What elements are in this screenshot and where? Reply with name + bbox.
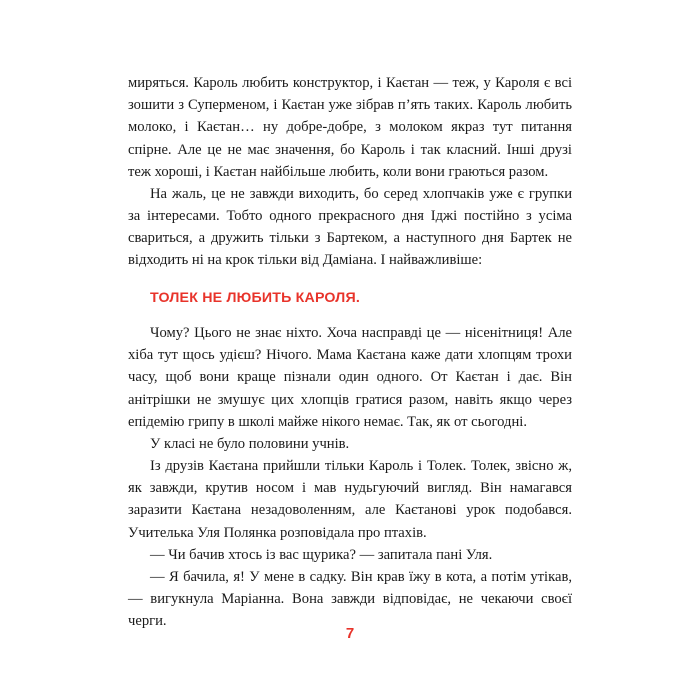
- paragraph-dialogue: — Чи бачив хтось із вас щурика? — запитала пані Уля.: [150, 546, 493, 563]
- paragraph: Із друзів Каєтана прийшли тільки Кароль і Толек. Толек, звісно ж, як завжди, крутив носом і мав нудьгуючий вигляд. Він намагався заразити Каєтана незадоволенням, але Каєтанові урок подобався. Учителька Уля Полянка розповідала про птахів.: [128, 458, 572, 541]
- page-number: 7: [345, 625, 355, 642]
- text-column: [128, 72, 572, 632]
- paragraph: миряться. Кароль любить конструктор, і Каєтан — теж, у Кароля є всі зошити з Суперменом, і Каєтан уже зібрав п’ять таких. Кароль любить молоко, і Каєтан… ну добре-добре, з молоком якраз тут питання спірне. Але це не має значення, бо Кароль і так класний. Інші друзі теж хороші, і Каєтан найбільше любить, коли вони граються разом.: [128, 75, 572, 180]
- paragraph: Чому? Цього не знає ніхто. Хоча насправді це — нісенітниця! Але хіба тут щось удієш? Нічого. Мама Каєтана каже дати хлопцям трохи часу, щоб вони краще пізнали один одного. От Каєтан і дає. Він анітрішки не змушує цих хлопців гратися разом, навіть якщо через епідемію грипу в школі майже нікого немає. Так, як от сьогодні.: [128, 325, 572, 430]
- paragraph: На жаль, це не завжди виходить, бо серед хлопчаків уже є групки за інтересами. Тобто одного прекрасного дня Іджі постійно з усіма свариться, а дружить тільки з Бартеком, а наступного дня Бартек не відходить ні на крок тільки від Даміана. І найважливіше:: [128, 185, 572, 269]
- paragraph-dialogue: — Я бачила, я! У мене в садку. Він крав їжу в кота, а потім утікав, — вигукнула Маріанна. Вона завжди відповідає, не чекаючи своєї черги.: [128, 568, 572, 630]
- paragraph: У класі не було половини учнів.: [150, 435, 350, 452]
- section-heading: ТОЛЕК НЕ ЛЮБИТЬ КАРОЛЯ.: [150, 289, 361, 306]
